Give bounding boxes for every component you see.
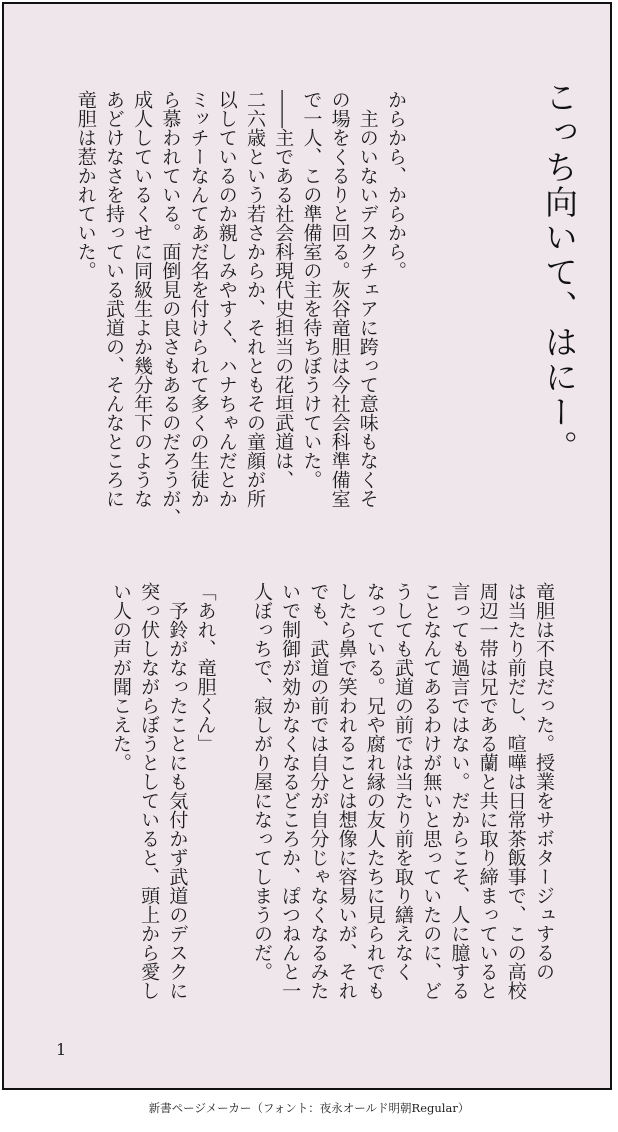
text-line: ことなんてあるわけが無いと思っていたのに、ど [420,582,443,1000]
text-line: 周辺一帯は兄である蘭と共に取り締まっていると [476,582,499,1000]
text-line: 主のいないデスクチェアに跨って意味もなくそ [356,90,379,508]
text-line: 成人しているくせに同級生よか幾分年下のような [131,90,154,508]
text-line: 人ぼっちで、寂しがり屋になってしまうのだ。 [250,582,273,981]
text-line: 二六歳という若さからか、それともその童顔が所 [243,90,266,508]
text-line: ら慕われている。面倒見の良さもあるのだろうが、 [159,90,182,527]
text-line: 言っても過言ではない。だからこそ、人に臆する [448,582,471,1000]
text-line: の場をくるりと回る。灰谷竜胆は今社会科準備室 [328,90,351,508]
text-line: ミッチーなんてあだ名を付けられて多くの生徒か [187,90,210,508]
text-line: したら鼻で笑われることは想像に容易いが、それ [335,582,358,1000]
text-line: で一人、この準備室の主を待ちぼうけていた。 [300,90,323,489]
text-line: なっている。兄や腐れ縁の友人たちに見られでも [363,582,386,1000]
chapter-title: こっち向いて、はにー。 [540,80,579,465]
text-line: 予鈴がなったことにも気付かず武道のデスクに [166,582,189,1000]
text-line: い人の声が聞こえた。 [109,582,132,772]
blank-line [220,582,248,1022]
text-line: いで制御が効かなくなるどころか、ぽつねんと一 [279,582,302,1000]
text-line: 「あれ、竜胆くん」 [194,582,217,753]
text-line: 以しているのか親しみやすく、ハナちゃんだとか [215,90,238,508]
book-page [2,2,612,1090]
footer-credit: 新書ページメーカー（フォント：夜永オールド明朝Regular） [148,1101,470,1115]
text-line: 竜胆は不良だった。授業をサボタージュするの [533,582,555,981]
text-line: は当たり前だし、喧嘩は日常茶飯事で、この高校 [504,582,527,1000]
text-line: あどけなさを持っている武道の、そんなところに [102,90,125,508]
page-number: 1 [56,1040,67,1059]
lower-text-block [107,582,558,1022]
text-line: ――主である社会科現代史担当の花垣武道は、 [272,90,295,489]
text-line: うしても武道の前では当たり前を取り繕えなく [391,582,414,981]
upper-text-block [72,90,410,530]
text-line: 突っ伏しながらぼうとしていると、頭上から愛し [138,582,161,1000]
text-line: からから、からから。 [385,90,407,280]
text-line: 竜胆は惹かれていた。 [74,90,97,280]
text-line: でも、武道の前では自分が自分じゃなくなるみた [307,582,330,1000]
